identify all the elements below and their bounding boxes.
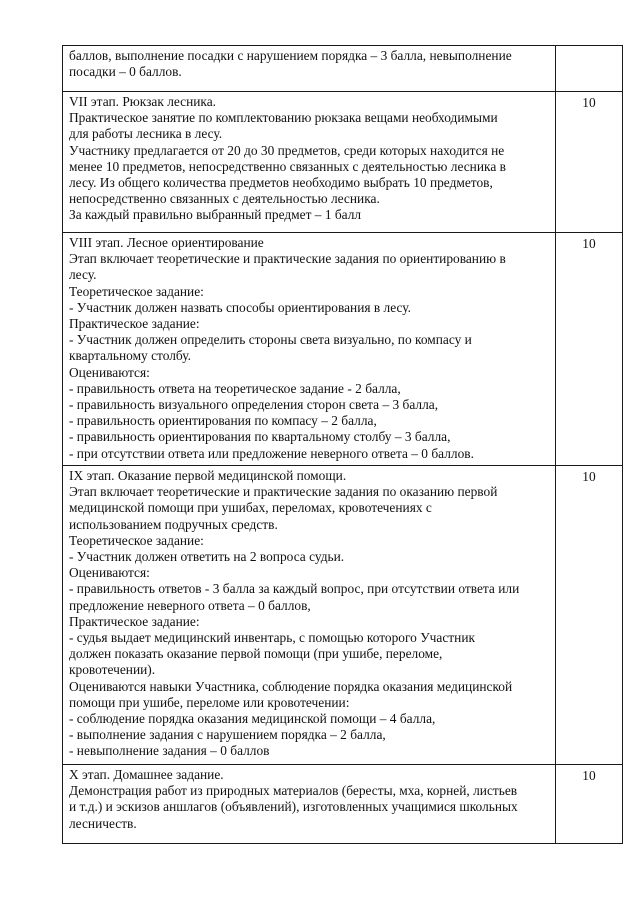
text-line: Практическое задание:	[69, 613, 200, 629]
text-line: Демонстрация работ из природных материалов (бересты, мха, корней, листьев	[69, 783, 518, 799]
text-line: - правильность ответов - 3 балла за каждый вопрос, при отсутствии ответа или	[69, 581, 520, 597]
table-row	[63, 466, 623, 765]
text-line: для работы лесника в лесу.	[69, 126, 223, 142]
text-line: посадки – 0 баллов.	[69, 64, 182, 80]
text-line: Оцениваются:	[69, 364, 150, 380]
text-line: квартальному столбу.	[69, 348, 191, 364]
text-line: Оцениваются навыки Участника, соблюдение порядка оказания медицинской	[69, 678, 513, 694]
table-row	[63, 233, 623, 466]
text-line: помощи при ушибе, переломе или кровотечении:	[69, 694, 350, 710]
stage-score: 10	[556, 92, 623, 233]
text-line: баллов, выполнение посадки с нарушением порядка – 3 балла, невыполнение	[69, 48, 512, 63]
stage-description	[63, 92, 556, 233]
text-line: Оцениваются:	[69, 565, 150, 581]
text-line: лесу. Из общего количества предметов необходимо выбрать 10 предметов,	[69, 175, 493, 191]
text-line: - правильность ориентирования по компасу – 2 балла,	[69, 413, 377, 429]
text-line: лесу.	[69, 267, 97, 283]
text-line: и т.д.) и эскизов аншлагов (объявлений), изготовленных учащимися школьных	[69, 799, 518, 815]
stage-score	[556, 46, 623, 92]
text-line: лесничеств.	[69, 815, 137, 831]
text-line: - правильность ответа на теоретическое задание - 2 балла,	[69, 380, 401, 396]
text-line: Участнику предлагается от 20 до 30 предметов, среди которых находится не	[69, 142, 505, 158]
stage-score: 10	[556, 765, 623, 844]
table-row	[63, 92, 623, 233]
stage-title: IX этап. Оказание первой медицинской помощи.	[69, 468, 347, 483]
stage-description	[63, 466, 556, 765]
stage-description	[63, 765, 556, 844]
text-line: непосредственно связанных с деятельностью лесника.	[69, 191, 380, 207]
text-line: - Участник должен ответить на 2 вопроса судьи.	[69, 549, 345, 565]
text-line: Теоретическое задание:	[69, 532, 204, 548]
text-line: За каждый правильно выбранный предмет – 1 балл	[69, 207, 362, 223]
text-line: - невыполнение задания – 0 баллов	[69, 743, 270, 759]
text-line: медицинской помощи при ушибах, переломах, кровотечениях с	[69, 500, 432, 516]
text-line: - соблюдение порядка оказания медицинской помощи – 4 балла,	[69, 711, 436, 727]
assessment-table	[62, 45, 623, 844]
table-row	[63, 765, 623, 844]
stage-score: 10	[556, 466, 623, 765]
stage-title: X этап. Домашнее задание.	[69, 767, 224, 782]
text-line: использованием подручных средств.	[69, 516, 278, 532]
text-line: - правильность визуального определения сторон света – 3 балла,	[69, 397, 439, 413]
table-row	[63, 46, 623, 92]
text-line: Теоретическое задание:	[69, 283, 204, 299]
text-line: Этап включает теоретические и практические задания по оказанию первой	[69, 484, 498, 500]
stage-title: VII этап. Рюкзак лесника.	[69, 94, 217, 109]
text-line: кровотечении).	[69, 662, 156, 678]
stage-title: VIII этап. Лесное ориентирование	[69, 235, 264, 250]
text-line: - при отсутствии ответа или предложение неверного ответа – 0 баллов.	[69, 445, 474, 461]
text-line: Этап включает теоретические и практические задания по ориентированию в	[69, 251, 506, 267]
text-line: - судья выдает медицинский инвентарь, с помощью которого Участник	[69, 630, 475, 646]
text-line: менее 10 предметов, непосредственно связанных с деятельностью лесника в	[69, 158, 506, 174]
text-line: - Участник должен назвать способы ориентирования в лесу.	[69, 299, 411, 315]
stage-description	[63, 233, 556, 466]
text-line: Практическое задание:	[69, 316, 200, 332]
stage-score: 10	[556, 233, 623, 466]
stage-description	[63, 46, 556, 92]
text-line: должен показать оказание первой помощи (при ушибе, переломе,	[69, 646, 443, 662]
text-line: - Участник должен определить стороны света визуально, по компасу и	[69, 332, 472, 348]
text-line: предложение неверного ответа – 0 баллов,	[69, 597, 311, 613]
text-line: - выполнение задания с нарушением порядка – 2 балла,	[69, 727, 386, 743]
text-line: - правильность ориентирования по квартальному столбу – 3 балла,	[69, 429, 451, 445]
text-line: Практическое занятие по комплектованию рюкзака вещами необходимыми	[69, 110, 498, 126]
